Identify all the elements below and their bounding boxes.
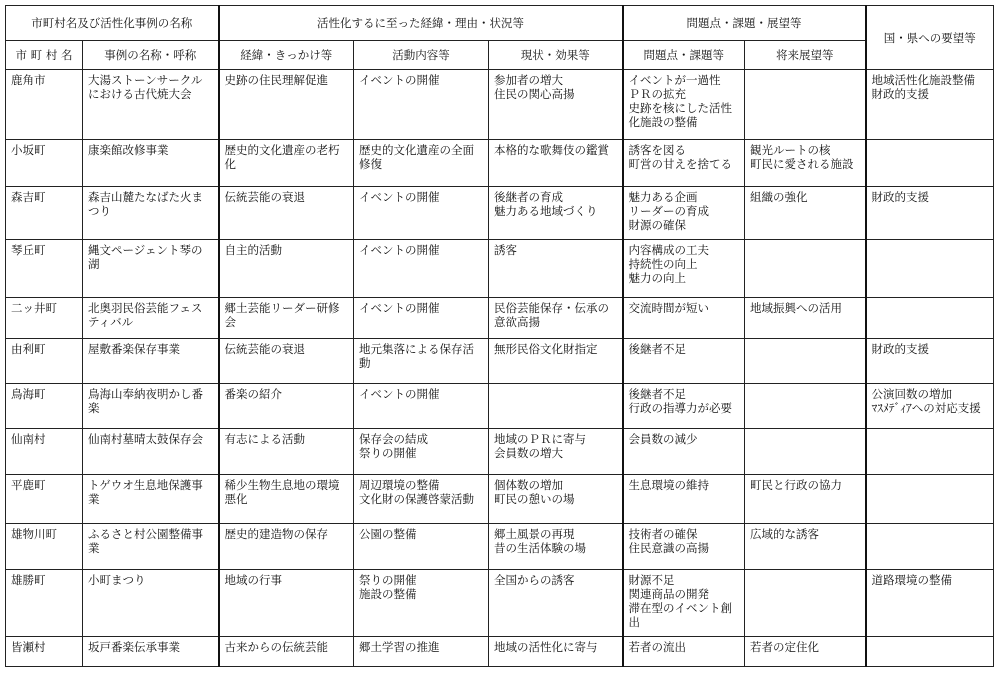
cell-issues-line: イベントが一過性 bbox=[628, 73, 721, 87]
cell-activity-line: 郷土学習の推進 bbox=[359, 640, 440, 654]
table-row bbox=[6, 429, 994, 475]
cell-issues-line: ＰＲの拡充 bbox=[628, 87, 686, 101]
cell-activity-line: 文化財の保護啓蒙活動 bbox=[359, 492, 474, 506]
cell-activity-line: 保存会の結成 bbox=[359, 432, 428, 446]
cell-outlook bbox=[745, 384, 866, 429]
cell-case-name-line: における古代焼大会 bbox=[88, 87, 192, 101]
cell-outlook bbox=[745, 187, 866, 240]
cell-request-line: 財政的支援 bbox=[871, 87, 929, 101]
cell-effect-line: 個体数の増加 bbox=[494, 478, 563, 492]
cell-effect-line: 地域のＰＲに寄与 bbox=[494, 432, 586, 446]
cell-issues-line: 生息環境の維持 bbox=[628, 478, 709, 492]
cell-activity-line: 動 bbox=[359, 356, 371, 370]
cell-effect bbox=[489, 475, 623, 524]
cell-activity bbox=[354, 298, 489, 339]
cell-activity-line: 修復 bbox=[359, 157, 382, 171]
cell-issues-line: 後継者不足 bbox=[628, 387, 686, 401]
cell-case-name-line: ふるさと村公園整備事 bbox=[88, 527, 203, 541]
cell-outlook bbox=[745, 298, 866, 339]
cell-request bbox=[866, 475, 994, 524]
cell-town bbox=[6, 339, 83, 384]
cell-background-line: 地域の行事 bbox=[224, 573, 282, 587]
cell-effect-line: 民俗芸能保存・伝承の bbox=[494, 301, 609, 315]
cell-town-text: 皆瀬村 bbox=[11, 640, 46, 654]
cell-background bbox=[219, 240, 354, 298]
header-background: 経緯・きっかけ等 bbox=[219, 41, 354, 70]
cell-background bbox=[219, 429, 354, 475]
cell-background-line: 伝統芸能の衰退 bbox=[224, 342, 305, 356]
cell-background bbox=[219, 475, 354, 524]
cell-issues-line: リーダーの育成 bbox=[628, 204, 709, 218]
cell-activity bbox=[354, 429, 489, 475]
header-outlook: 将来展望等 bbox=[745, 41, 866, 70]
cell-town-text: 仙南村 bbox=[11, 432, 46, 446]
cell-case-name-line: 大湯ストーンサークル bbox=[88, 73, 203, 87]
cell-case-name bbox=[83, 140, 219, 187]
cell-outlook-line: 組織の強化 bbox=[750, 190, 808, 204]
cell-town-text: 雄勝町 bbox=[11, 573, 46, 587]
cell-town-text: 小坂町 bbox=[11, 143, 46, 157]
cell-issues-line: 財源不足 bbox=[628, 573, 675, 587]
cell-town bbox=[6, 298, 83, 339]
cell-background-line: 番楽の紹介 bbox=[224, 387, 282, 401]
cell-town bbox=[6, 429, 83, 475]
cell-request bbox=[866, 637, 994, 667]
cell-town bbox=[6, 475, 83, 524]
cell-activity-line: 施設の整備 bbox=[359, 587, 417, 601]
cell-case-name-line: 楽 bbox=[88, 401, 100, 415]
header-case-name: 事例の名称・呼称 bbox=[83, 41, 219, 70]
cell-effect bbox=[489, 637, 623, 667]
cell-effect bbox=[489, 570, 623, 637]
cell-case-name-line: 北奥羽民俗芸能フェス bbox=[88, 301, 203, 315]
cell-effect-line: 参加者の増大 bbox=[494, 73, 563, 87]
cell-background-line: 悪化 bbox=[224, 492, 248, 506]
cell-background-line: 郷土芸能リーダー研修 bbox=[224, 301, 340, 315]
cell-activity-line: イベントの開催 bbox=[359, 301, 440, 315]
cell-outlook bbox=[745, 140, 866, 187]
cell-activity-line: 祭りの開催 bbox=[359, 573, 417, 587]
cell-town-text: 二ッ井町 bbox=[11, 301, 57, 315]
cell-case-name bbox=[83, 637, 219, 667]
table-row bbox=[6, 140, 994, 187]
cell-issues-line: 滞在型のイベント創 bbox=[628, 601, 732, 615]
cell-issues-line: 魅力ある企画 bbox=[628, 190, 698, 204]
cell-effect-line: 後継者の育成 bbox=[494, 190, 563, 204]
table-row bbox=[6, 70, 994, 140]
cell-issues-line: 技術者の確保 bbox=[628, 527, 698, 541]
cell-case-name-line: 業 bbox=[88, 492, 100, 506]
cell-outlook bbox=[745, 570, 866, 637]
cell-issues-line: 会員数の減少 bbox=[628, 432, 698, 446]
cell-effect bbox=[489, 240, 623, 298]
cell-issues-line: 関連商品の開発 bbox=[628, 587, 709, 601]
cell-effect bbox=[489, 524, 623, 570]
cell-background-line: 自主的活動 bbox=[224, 243, 282, 257]
cell-issues bbox=[623, 524, 745, 570]
cell-issues-line: 魅力の向上 bbox=[628, 271, 686, 285]
cell-issues bbox=[623, 384, 745, 429]
cell-issues-line: 住民意識の高揚 bbox=[628, 541, 709, 555]
table-row bbox=[6, 637, 994, 667]
cell-request bbox=[866, 70, 994, 140]
cell-town-text: 由利町 bbox=[11, 342, 46, 356]
cell-effect-line: 会員数の増大 bbox=[494, 446, 563, 460]
cell-town bbox=[6, 187, 83, 240]
table-row bbox=[6, 339, 994, 384]
cell-activity-line: 地元集落による保存活 bbox=[359, 342, 474, 356]
case-table bbox=[5, 5, 994, 667]
cell-activity bbox=[354, 240, 489, 298]
header-issues: 問題点・課題等 bbox=[623, 41, 745, 70]
cell-town-text: 雄物川町 bbox=[11, 527, 57, 541]
cell-background bbox=[219, 339, 354, 384]
cell-activity-line: イベントの開催 bbox=[359, 387, 440, 401]
cell-activity-line: 周辺環境の整備 bbox=[359, 478, 440, 492]
cell-case-name bbox=[83, 429, 219, 475]
cell-effect bbox=[489, 339, 623, 384]
cell-town bbox=[6, 637, 83, 667]
cell-outlook bbox=[745, 475, 866, 524]
cell-background-line: 化 bbox=[224, 157, 236, 171]
cell-effect-line: 郷土風景の再現 bbox=[494, 527, 575, 541]
cell-request bbox=[866, 384, 994, 429]
cell-effect-line: 無形民俗文化財指定 bbox=[494, 342, 598, 356]
cell-request-line: ﾏｽﾒﾃﾞｨｱへの対応支援 bbox=[871, 401, 981, 415]
cell-town bbox=[6, 570, 83, 637]
cell-issues-line: 出 bbox=[628, 615, 640, 629]
cell-activity-line: イベントの開催 bbox=[359, 73, 440, 87]
cell-background bbox=[219, 298, 354, 339]
cell-request bbox=[866, 140, 994, 187]
cell-case-name-line: 縄文ページェント琴の bbox=[88, 243, 203, 257]
cell-case-name-line: 鳥海山奉納夜明かし番 bbox=[88, 387, 203, 401]
cell-effect-line: 地域の活性化に寄与 bbox=[494, 640, 598, 654]
cell-town bbox=[6, 384, 83, 429]
header-municipality-group: 市町村名及び活性化事例の名称 bbox=[6, 6, 219, 41]
cell-effect-line: 魅力ある地域づくり bbox=[494, 204, 598, 218]
cell-activity bbox=[354, 339, 489, 384]
cell-case-name-line: 屋敷番楽保存事業 bbox=[88, 342, 180, 356]
cell-case-name bbox=[83, 339, 219, 384]
cell-issues-line: 行政の指導力が必要 bbox=[628, 401, 732, 415]
cell-background bbox=[219, 524, 354, 570]
cell-outlook-line: 地域振興への活用 bbox=[750, 301, 842, 315]
cell-activity-line: 祭りの開催 bbox=[359, 446, 417, 460]
cell-issues bbox=[623, 637, 745, 667]
cell-issues bbox=[623, 570, 745, 637]
cell-issues bbox=[623, 140, 745, 187]
table-row bbox=[6, 570, 994, 637]
cell-town-text: 鳥海町 bbox=[11, 387, 46, 401]
cell-activity-line: 歴史的文化遺産の全面 bbox=[359, 143, 474, 157]
table-row bbox=[6, 524, 994, 570]
cell-town bbox=[6, 70, 83, 140]
cell-effect bbox=[489, 384, 623, 429]
cell-case-name bbox=[83, 475, 219, 524]
cell-background bbox=[219, 570, 354, 637]
cell-issues-line: 内容構成の工夫 bbox=[628, 243, 709, 257]
cell-outlook bbox=[745, 637, 866, 667]
cell-case-name-line: つり bbox=[88, 204, 111, 218]
cell-activity bbox=[354, 384, 489, 429]
cell-background-line: 稀少生物生息地の環境 bbox=[224, 478, 340, 492]
cell-background bbox=[219, 384, 354, 429]
cell-issues bbox=[623, 429, 745, 475]
cell-effect bbox=[489, 429, 623, 475]
cell-outlook-line: 町民に愛される施設 bbox=[750, 157, 854, 171]
cell-outlook bbox=[745, 429, 866, 475]
cell-effect-line: 昔の生活体験の場 bbox=[494, 541, 586, 555]
cell-issues bbox=[623, 70, 745, 140]
cell-effect bbox=[489, 70, 623, 140]
document-page bbox=[5, 5, 994, 667]
cell-request bbox=[866, 429, 994, 475]
cell-outlook-line: 観光ルートの核 bbox=[750, 143, 831, 157]
table-row bbox=[6, 475, 994, 524]
cell-case-name bbox=[83, 240, 219, 298]
cell-outlook bbox=[745, 524, 866, 570]
cell-issues-line: 財源の確保 bbox=[628, 218, 686, 232]
cell-case-name bbox=[83, 298, 219, 339]
table-row bbox=[6, 187, 994, 240]
cell-case-name bbox=[83, 524, 219, 570]
cell-background bbox=[219, 140, 354, 187]
header-activity: 活動内容等 bbox=[354, 41, 489, 70]
cell-case-name-line: 仙南村墓晴太鼓保存会 bbox=[88, 432, 203, 446]
cell-activity bbox=[354, 637, 489, 667]
cell-activity bbox=[354, 475, 489, 524]
cell-issues bbox=[623, 240, 745, 298]
cell-effect bbox=[489, 140, 623, 187]
cell-issues-line: 交流時間が短い bbox=[628, 301, 709, 315]
cell-issues bbox=[623, 298, 745, 339]
cell-activity bbox=[354, 70, 489, 140]
cell-case-name-line: 湖 bbox=[88, 257, 100, 271]
cell-activity bbox=[354, 524, 489, 570]
cell-case-name-line: トゲウオ生息地保護事 bbox=[88, 478, 203, 492]
cell-issues bbox=[623, 475, 745, 524]
cell-case-name bbox=[83, 570, 219, 637]
cell-background bbox=[219, 70, 354, 140]
cell-issues-line: 後継者不足 bbox=[628, 342, 686, 356]
cell-activity bbox=[354, 140, 489, 187]
cell-background-line: 有志による活動 bbox=[224, 432, 305, 446]
cell-case-name bbox=[83, 384, 219, 429]
cell-activity-line: イベントの開催 bbox=[359, 243, 440, 257]
cell-request bbox=[866, 187, 994, 240]
cell-effect-line: 全国からの誘客 bbox=[494, 573, 575, 587]
cell-effect-line: 町民の憩いの場 bbox=[494, 492, 575, 506]
header-town: 市 町 村 名 bbox=[6, 41, 83, 70]
cell-activity bbox=[354, 187, 489, 240]
cell-issues-line: 誘客を図る bbox=[628, 143, 686, 157]
cell-request-line: 道路環境の整備 bbox=[871, 573, 952, 587]
cell-town bbox=[6, 140, 83, 187]
cell-town-text: 鹿角市 bbox=[11, 73, 46, 87]
cell-issues-line: 若者の流出 bbox=[628, 640, 686, 654]
cell-request-line: 地域活性化施設整備 bbox=[871, 73, 975, 87]
cell-town-text: 琴丘町 bbox=[11, 243, 46, 257]
cell-issues-line: 史跡を核にした活性 bbox=[628, 101, 732, 115]
cell-issues bbox=[623, 339, 745, 384]
table-row bbox=[6, 384, 994, 429]
table-row bbox=[6, 298, 994, 339]
cell-effect bbox=[489, 187, 623, 240]
cell-town bbox=[6, 524, 83, 570]
cell-case-name bbox=[83, 70, 219, 140]
cell-town-text: 森吉町 bbox=[11, 190, 46, 204]
cell-effect-line: 本格的な歌舞伎の鑑賞 bbox=[494, 143, 609, 157]
cell-outlook-line: 町民と行政の協力 bbox=[750, 478, 842, 492]
cell-case-name-line: 小町まつり bbox=[88, 573, 146, 587]
cell-town bbox=[6, 240, 83, 298]
cell-effect-line: 意欲高揚 bbox=[494, 315, 540, 329]
cell-issues-line: 町営の甘えを捨てる bbox=[628, 157, 732, 171]
cell-request bbox=[866, 570, 994, 637]
cell-outlook bbox=[745, 339, 866, 384]
cell-issues-line: 化施設の整備 bbox=[628, 115, 698, 129]
cell-outlook-line: 広域的な誘客 bbox=[750, 527, 819, 541]
cell-case-name-line: 康楽館改修事業 bbox=[88, 143, 169, 157]
cell-request bbox=[866, 298, 994, 339]
header-activation-group: 活性化するに至った経緯・理由・状況等 bbox=[219, 6, 623, 41]
cell-outlook bbox=[745, 240, 866, 298]
cell-background-line: 歴史的建造物の保存 bbox=[224, 527, 328, 541]
cell-case-name-line: 森吉山麓たなばた火ま bbox=[88, 190, 203, 204]
cell-effect-line: 誘客 bbox=[494, 243, 517, 257]
cell-effect bbox=[489, 298, 623, 339]
cell-background-line: 歴史的文化遺産の老朽 bbox=[224, 143, 340, 157]
cell-background-line: 古来からの伝統芸能 bbox=[224, 640, 328, 654]
cell-activity-line: イベントの開催 bbox=[359, 190, 440, 204]
cell-issues-line: 持続性の向上 bbox=[628, 257, 698, 271]
cell-outlook-line: 若者の定住化 bbox=[750, 640, 819, 654]
cell-background bbox=[219, 187, 354, 240]
cell-background bbox=[219, 637, 354, 667]
cell-activity bbox=[354, 570, 489, 637]
cell-background-line: 伝統芸能の衰退 bbox=[224, 190, 305, 204]
header-request: 国・県への要望等 bbox=[866, 6, 994, 70]
cell-case-name bbox=[83, 187, 219, 240]
cell-effect-line: 住民の関心高揚 bbox=[494, 87, 575, 101]
cell-issues bbox=[623, 187, 745, 240]
table-row bbox=[6, 240, 994, 298]
cell-case-name-line: ティバル bbox=[88, 315, 134, 329]
cell-request-line: 財政的支援 bbox=[871, 190, 929, 204]
cell-request bbox=[866, 339, 994, 384]
cell-case-name-line: 業 bbox=[88, 541, 100, 555]
cell-case-name-line: 坂戸番楽伝承事業 bbox=[88, 640, 180, 654]
cell-activity-line: 公園の整備 bbox=[359, 527, 417, 541]
cell-background-line: 史跡の住民理解促進 bbox=[224, 73, 328, 87]
cell-background-line: 会 bbox=[224, 315, 236, 329]
cell-request-line: 公演回数の増加 bbox=[871, 387, 952, 401]
cell-request-line: 財政的支援 bbox=[871, 342, 929, 356]
header-effect: 現状・効果等 bbox=[489, 41, 623, 70]
cell-town-text: 平鹿町 bbox=[11, 478, 46, 492]
header-problems-group: 問題点・課題・展望等 bbox=[623, 6, 866, 41]
cell-request bbox=[866, 240, 994, 298]
cell-outlook bbox=[745, 70, 866, 140]
cell-request bbox=[866, 524, 994, 570]
